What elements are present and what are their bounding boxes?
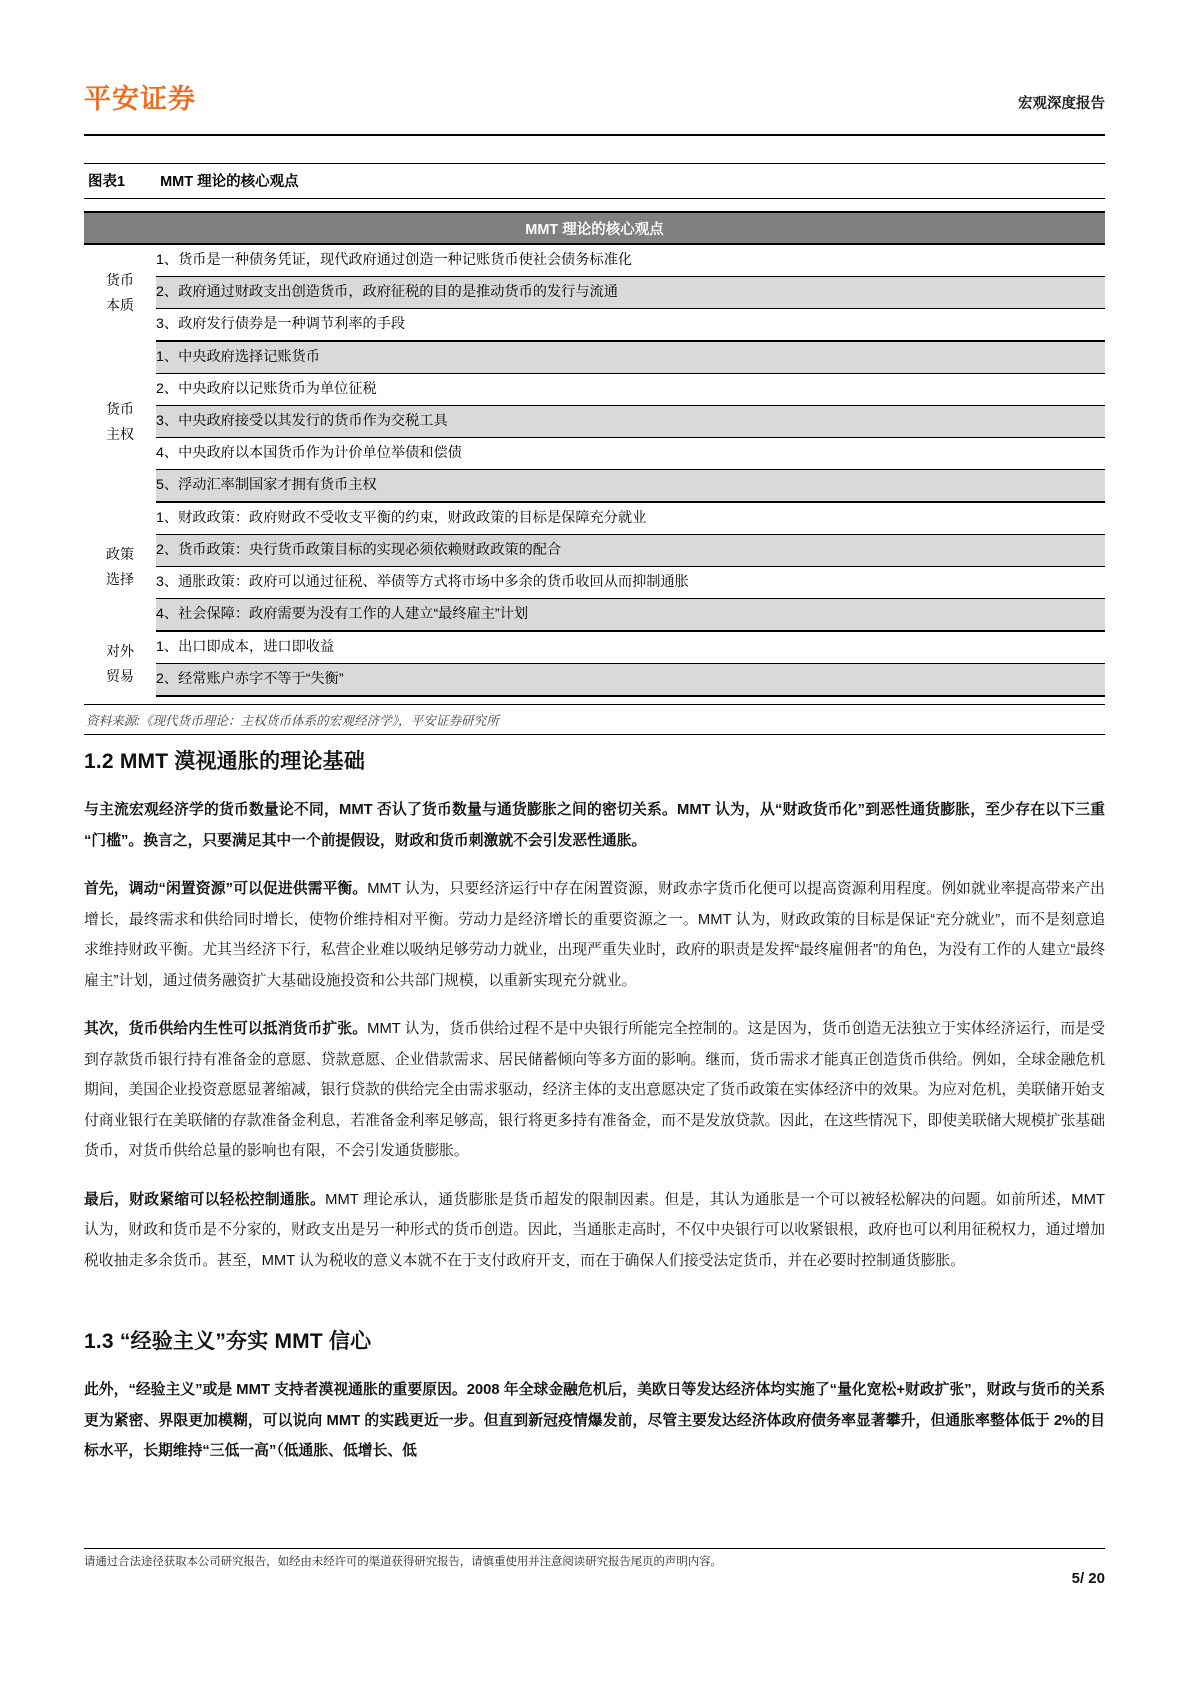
table-cell-item: 2、政府通过财政支出创造货币，政府征税的目的是推动货币的发行与流通: [156, 277, 1105, 309]
paragraph-body: MMT 认为，只要经济运行中存在闲置资源，财政赤字货币化便可以提高资源利用程度。例如就业率提高带来产出增长，最终需求和供给同时增长，使物价维持相对平衡。劳动力是经济增长的重要资源之一。MMT 认为，财政政策的目标是保证“充分就业”，而不是刻意追求维持财政平衡。尤其当经济下行，私营企业难以吸纳足够劳动力就业，出现严重失业时，政府的职责是发挥“最终雇佣者”的角色，为没有工作的人建立“最终雇主”计划，通过债务融资扩大基础设施投资和公共部门规模，以重新实现充分就业。: [84, 881, 1105, 989]
paragraph-body: MMT 认为，货币供给过程不是中央银行所能完全控制的。这是因为，货币创造无法独立于实体经济运行，而是受到存款货币银行持有准备金的意愿、贷款意愿、企业借款需求、居民储蓄倾向等多方面的影响。继而，货币需求才能真正创造货币供给。例如，全球金融危机期间，美国企业投资意愿显著缩减，银行贷款的供给完全由需求驱动，经济主体的支出意愿决定了货币政策在实体经济中的效果。为应对危机，美联储开始支付商业银行在美联储的存款准备金利息，若准备金利率足够高，银行将更多持有准备金，而不是发放贷款。因此，在这些情况下，即使美联储大规模扩张基础货币，对货币供给总量的影响也有限，不会引发通货膨胀。: [84, 1021, 1105, 1159]
table-cell-item: 3、中央政府接受以其发行的货币作为交税工具: [156, 406, 1105, 438]
exhibit-caption-bar: [84, 163, 1105, 199]
table-title-row: [84, 212, 1105, 244]
table-row: [84, 599, 1105, 632]
exhibit-source-row: [84, 704, 1105, 735]
category-line-2: 选择: [106, 570, 134, 587]
table-row: [84, 470, 1105, 503]
category-line-1: 货币: [106, 272, 134, 288]
paragraph-lead-in: 最后，财政紧缩可以轻松控制通胀。: [84, 1191, 326, 1208]
category-line-2: 贸易: [106, 667, 134, 684]
table-cell-item: 1、财政政策：政府财政不受收支平衡的约束，财政政策的目标是保障充分就业: [156, 502, 1105, 535]
table-row: [84, 438, 1105, 470]
table-cell-item: 1、出口即成本，进口即收益: [156, 631, 1105, 664]
paragraph-second-threshold: [84, 1014, 1105, 1167]
table-row: [84, 631, 1105, 664]
header-divider: [84, 134, 1105, 136]
table-cell-item: 1、中央政府选择记账货币: [156, 341, 1105, 374]
row-category-label: [84, 341, 156, 502]
table-cell-item: 2、货币政策：央行货币政策目标的实现必须依赖财政政策的配合: [156, 535, 1105, 567]
category-line-2: 本质: [106, 297, 134, 313]
table-row: [84, 567, 1105, 599]
row-category-label: [84, 244, 156, 341]
paragraph-empiricism: 此外，“经验主义”或是 MMT 支持者漠视通胀的重要原因。2008 年全球金融危机后，美欧日等发达经济体均实施了“量化宽松+财政扩张”，财政与货币的关系更为紧密、界限更加模糊，可以说向 MMT 的实践更近一步。但直到新冠疫情爆发前，尽管主要发达经济体政府债务率显著攀升，但通胀率整体低于 2%的目标水平，长期维持“三低一高”（低通胀、低增长、低: [84, 1382, 1105, 1459]
section-heading: 1.3 “经验主义”夯实 MMT 信心: [84, 1330, 372, 1353]
table-row: [84, 277, 1105, 309]
table-cell-item: 4、社会保障：政府需要为没有工作的人建立“最终雇主”计划: [156, 599, 1105, 632]
paragraph-lead-in: 首先，调动“闲置资源”可以促进供需平衡。: [84, 881, 368, 897]
section-1-2: [84, 745, 1105, 1294]
table-title-cell: MMT 理论的核心观点: [84, 212, 1105, 244]
category-line-1: 货币: [106, 400, 134, 417]
section-1-3: [84, 1325, 1105, 1485]
table-row: [84, 244, 1105, 277]
report-type-label: 宏观深度报告: [1018, 96, 1105, 112]
section-heading: 1.2 MMT 漠视通胀的理论基础: [84, 750, 366, 773]
table-body: [84, 212, 1105, 696]
exhibit-source-text: 资料来源:《现代货币理论：主权货币体系的宏观经济学》，平安证券研究所: [86, 714, 499, 728]
table-cell-item: 2、经常账户赤字不等于“失衡”: [156, 664, 1105, 697]
table-cell-item: 3、政府发行债券是一种调节利率的手段: [156, 309, 1105, 342]
category-line-1: 政策: [106, 545, 134, 562]
exhibit-caption: MMT 理论的核心观点: [160, 174, 299, 190]
paragraph-intro: 与主流宏观经济学的货币数量论不同，MMT 否认了货币数量与通货膨胀之间的密切关系。MMT 认为，从“财政货币化”到恶性通货膨胀，至少存在以下三重“门槛”。换言之，只要满足其中一个前提假设，财政和货币刺激就不会引发恶性通胀。: [84, 802, 1105, 849]
row-category-label: [84, 502, 156, 631]
table-row: [84, 406, 1105, 438]
footer-divider: [84, 1548, 1105, 1549]
page-number: 5/ 20: [1071, 1570, 1105, 1587]
table-cell-item: 1、货币是一种债务凭证，现代政府通过创造一种记账货币使社会债务标准化: [156, 244, 1105, 277]
table-row: [84, 374, 1105, 406]
table-row: [84, 341, 1105, 374]
table-row: [84, 309, 1105, 342]
table-cell-item: 4、中央政府以本国货币作为计价单位举债和偿债: [156, 438, 1105, 470]
category-line-2: 主权: [106, 425, 134, 442]
footer-disclaimer: 请通过合法途径获取本公司研究报告，如经由未经许可的渠道获得研究报告，请慎重使用并注意阅读研究报告尾页的声明内容。: [84, 1556, 722, 1568]
table-cell-item: 2、中央政府以记账货币为单位征税: [156, 374, 1105, 406]
company-logo-text: 平安证券: [84, 84, 196, 114]
mmt-core-views-table: [84, 211, 1105, 697]
paragraph-body: MMT 理论承认，通货膨胀是货币超发的限制因素。但是，其认为通胀是一个可以被轻松解决的问题。如前所述，MMT 认为，财政和货币是不分家的，财政支出是另一种形式的货币创造。因此，当通胀走高时，不仅中央银行可以收紧银根，政府也可以利用征税权力，通过增加税收抽走多余货币。甚至，MMT 认为税收的意义本就不在于支付政府开支，而在于确保人们接受法定货币，并在必要时控制通货膨胀。: [84, 1191, 1105, 1269]
paragraph-lead-in: 其次，货币供给内生性可以抵消货币扩张。: [84, 1021, 368, 1037]
table-row: [84, 664, 1105, 697]
paragraph-third-threshold: [84, 1185, 1105, 1277]
page-header: [84, 82, 1105, 134]
table-cell-item: 5、浮动汇率制国家才拥有货币主权: [156, 470, 1105, 503]
table-row: [84, 502, 1105, 535]
exhibit-number: 图表1: [88, 174, 126, 190]
exhibit-block: [84, 163, 1105, 735]
category-line-1: 对外: [106, 642, 134, 659]
table-cell-item: 3、通胀政策：政府可以通过征税、举债等方式将市场中多余的货币收回从而抑制通胀: [156, 567, 1105, 599]
table-row: [84, 535, 1105, 567]
row-category-label: [84, 631, 156, 696]
paragraph-first-threshold: [84, 874, 1105, 996]
